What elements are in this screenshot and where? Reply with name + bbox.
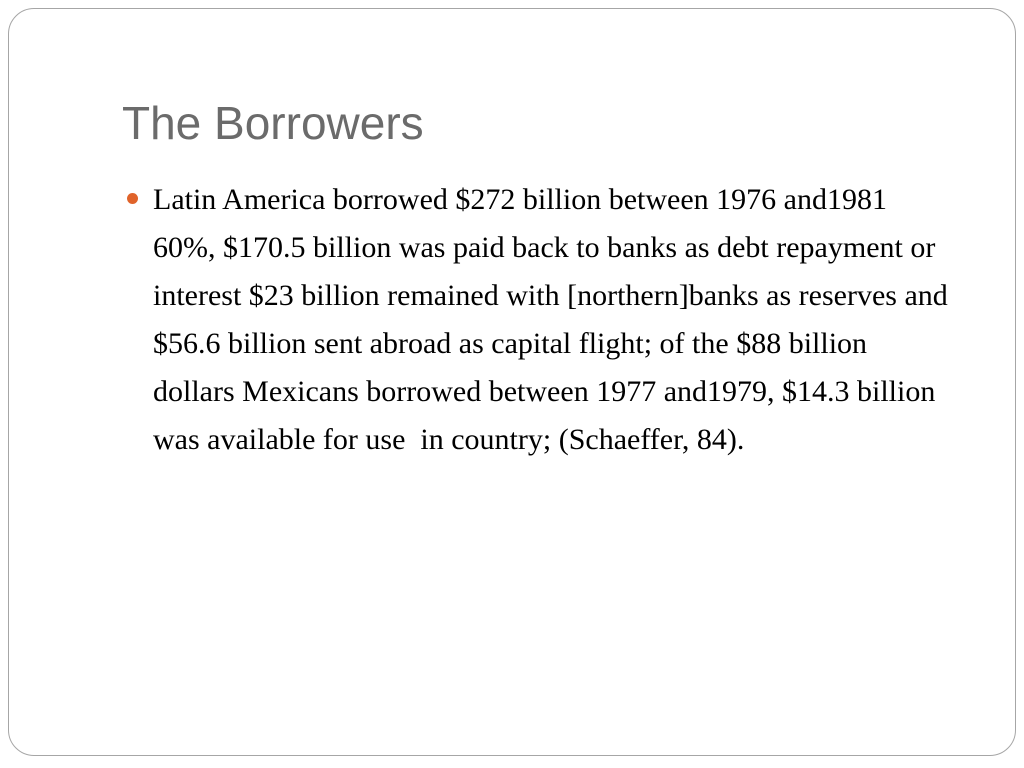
slide-frame <box>8 8 1016 756</box>
bullet-text: Latin America borrowed $272 billion between 1976 and1981 60%, $170.5 billion was paid back to banks as debt repayment or interest $23 billion remained with [northern]banks as reserves and $56.6 billion sent abroad as capital flight; of the $88 billion dollars Mexicans borrowed between 1977 and1979, $14.3 billion was available for use in country; (Schaeffer, 84). <box>153 183 956 456</box>
bullet-item <box>122 176 956 464</box>
bullet-list <box>122 176 956 464</box>
bullet-dot-icon <box>127 193 138 204</box>
slide-title: The Borrowers <box>122 97 424 149</box>
